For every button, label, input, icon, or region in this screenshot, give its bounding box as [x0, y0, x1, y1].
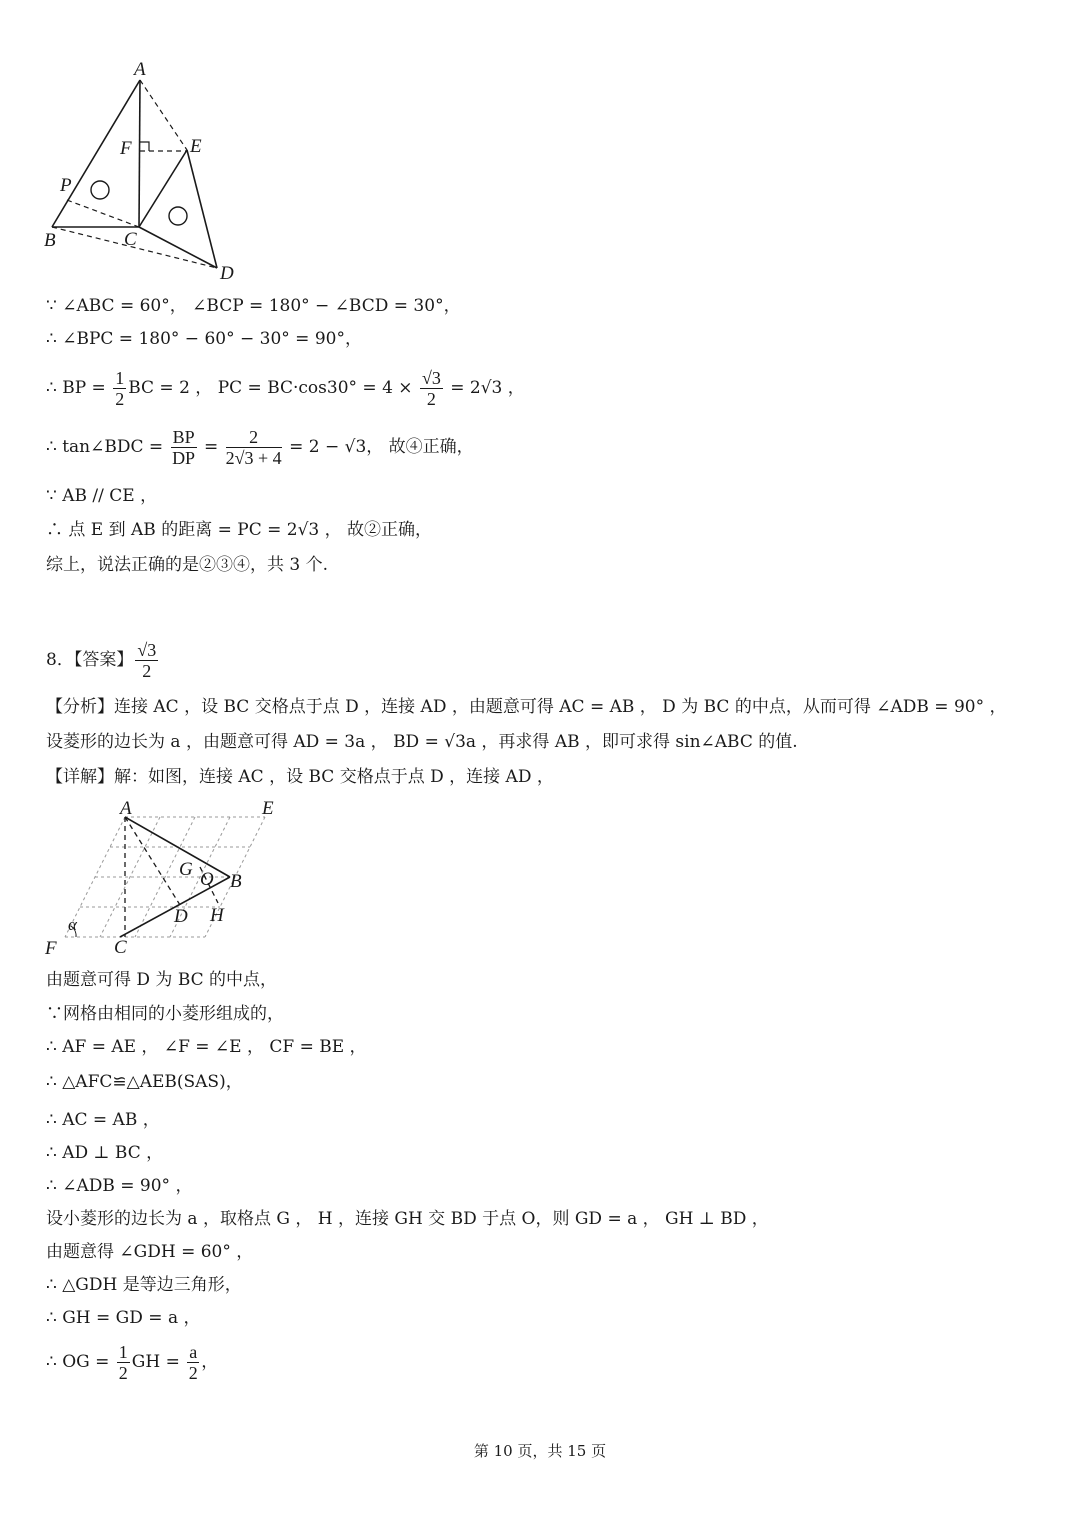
label-F: F — [120, 138, 132, 159]
sol7-line-4-a: ∴ tan∠BDC = — [46, 437, 169, 457]
question-number: 8． — [46, 650, 74, 670]
fraction-denominator: DP — [172, 448, 196, 468]
label-D: D — [174, 906, 188, 927]
answer-fraction — [135, 640, 158, 681]
q8-step-7: ∴ ∠ADB = 90° ， — [46, 1176, 193, 1196]
label-P: P — [60, 175, 72, 196]
label-O: O — [200, 869, 214, 890]
q8-step-1: 由题意可得 D 为 BC 的中点， — [46, 970, 278, 990]
sol7-line-3-a: ∴ BP = — [46, 378, 112, 398]
right-angle-mark — [140, 142, 149, 151]
sol7-line-7: 综上，说法正确的是②③④，共 3 个. — [46, 555, 329, 575]
label-A: A — [134, 59, 146, 80]
q8-step-5: ∴ AC = AB ， — [46, 1110, 160, 1130]
q8-step-9: 由题意得 ∠GDH = 60° ， — [46, 1242, 254, 1262]
label-H: H — [210, 905, 224, 926]
fraction-denominator: 2√3 + 4 — [225, 448, 282, 468]
sol7-line-3-b: BC = 2 ， PC = BC·cos30° = 4 × — [128, 378, 418, 398]
fraction-numerator: 2 — [226, 427, 282, 448]
q8-step-8: 设小菱形的边长为 a ，取格点 G ， H ，连接 GH 交 BD 于点 O，则 GD = a ， GH ⊥ BD ， — [46, 1209, 769, 1229]
label-E: E — [190, 136, 202, 157]
segment-AD — [125, 817, 180, 905]
segment-CD — [139, 227, 217, 268]
sol7-line-4 — [46, 425, 474, 469]
fraction-denominator: 2 — [115, 389, 125, 409]
fraction-numerator: 1 — [118, 1342, 128, 1362]
q8-step-2: ∵网格由相同的小菱形组成的， — [46, 1004, 284, 1024]
fraction — [187, 1342, 199, 1383]
label-A: A — [120, 798, 132, 819]
fraction-denominator: 2 — [118, 1363, 128, 1383]
fraction — [420, 368, 443, 409]
fraction-numerator: 1 — [115, 368, 125, 388]
figure-triangles — [40, 55, 260, 285]
q8-step-10: ∴ △GDH 是等边三角形， — [46, 1275, 242, 1295]
segment-AE — [140, 80, 187, 150]
segment-CE — [139, 150, 187, 227]
fraction-numerator: √3 — [137, 640, 157, 660]
fraction-denominator: 2 — [142, 661, 152, 681]
circle-mark-2 — [169, 207, 187, 225]
sol7-line-5: ∵ AB // CE ， — [46, 486, 158, 506]
sol7-line-3 — [46, 366, 525, 410]
q8-step-6: ∴ AD ⊥ BC ， — [46, 1143, 164, 1163]
sol7-line-1: ∵ ∠ABC = 60°， ∠BCP = 180° − ∠BCD = 30°， — [46, 296, 461, 316]
q8-step-11: ∴ GH = GD = a ， — [46, 1308, 201, 1328]
label-E: E — [262, 798, 274, 819]
q8-analysis-2: 设菱形的边长为 a ，由题意可得 AD = 3a ， BD = √3a ，再求得 AB ，即可求得 sin∠ABC 的值. — [46, 732, 798, 752]
sol7-line-4-b: = — [198, 437, 224, 457]
sol7-line-2: ∴ ∠BPC = 180° − 60° − 30° = 90°， — [46, 329, 362, 349]
fraction-numerator: a — [189, 1342, 198, 1362]
fraction — [113, 368, 126, 409]
circle-mark-1 — [91, 181, 109, 199]
label-C: C — [124, 229, 137, 250]
label-G: G — [179, 859, 193, 880]
page-footer: 第 10 页，共 15 页 — [473, 1442, 607, 1460]
fraction — [226, 427, 282, 468]
answer-tag: 【答案】 — [73, 650, 134, 670]
q8-detail: 【详解】解：如图，连接 AC ，设 BC 交格点于点 D ，连接 AD ， — [46, 767, 554, 787]
fraction-denominator: 2 — [426, 389, 436, 409]
segment-PC — [67, 200, 139, 227]
fraction-denominator: 2 — [188, 1363, 198, 1383]
segment-AC — [139, 80, 140, 227]
q8-step-12-a: ∴ OG = — [46, 1352, 115, 1372]
label-B: B — [44, 230, 56, 251]
q8-step-4: ∴ △AFC≌△AEB(SAS)， — [46, 1072, 243, 1092]
label-D: D — [220, 263, 234, 284]
sol7-line-3-c: = 2√3 ， — [444, 378, 525, 398]
fraction — [171, 427, 197, 468]
q8-step-12-c: ， — [201, 1352, 219, 1372]
segment-ED — [187, 150, 217, 268]
q8-step-12 — [46, 1340, 218, 1384]
figure-rhombus-grid — [40, 795, 300, 965]
label-alpha: α — [68, 915, 77, 934]
label-B: B — [230, 871, 242, 892]
fraction — [117, 1342, 130, 1383]
fraction-numerator: BP — [172, 427, 195, 447]
q8-answer-line — [46, 638, 160, 682]
label-F: F — [45, 938, 57, 959]
sol7-line-6: ∴ 点 E 到 AB 的距离 = PC = 2√3 ， 故②正确， — [46, 520, 433, 540]
sol7-line-4-c: = 2 − √3， 故④正确， — [283, 437, 474, 457]
q8-step-3: ∴ AF = AE ， ∠F = ∠E ， CF = BE ， — [46, 1037, 367, 1057]
label-C: C — [114, 937, 127, 958]
q8-step-12-b: GH = — [131, 1352, 186, 1372]
q8-analysis-1: 【分析】连接 AC ，设 BC 交格点于点 D ，连接 AD ，由题意可得 AC = AB ， D 为 BC 的中点，从而可得 ∠ADB = 90° ， — [46, 697, 1007, 717]
fraction-numerator: √3 — [421, 368, 441, 388]
